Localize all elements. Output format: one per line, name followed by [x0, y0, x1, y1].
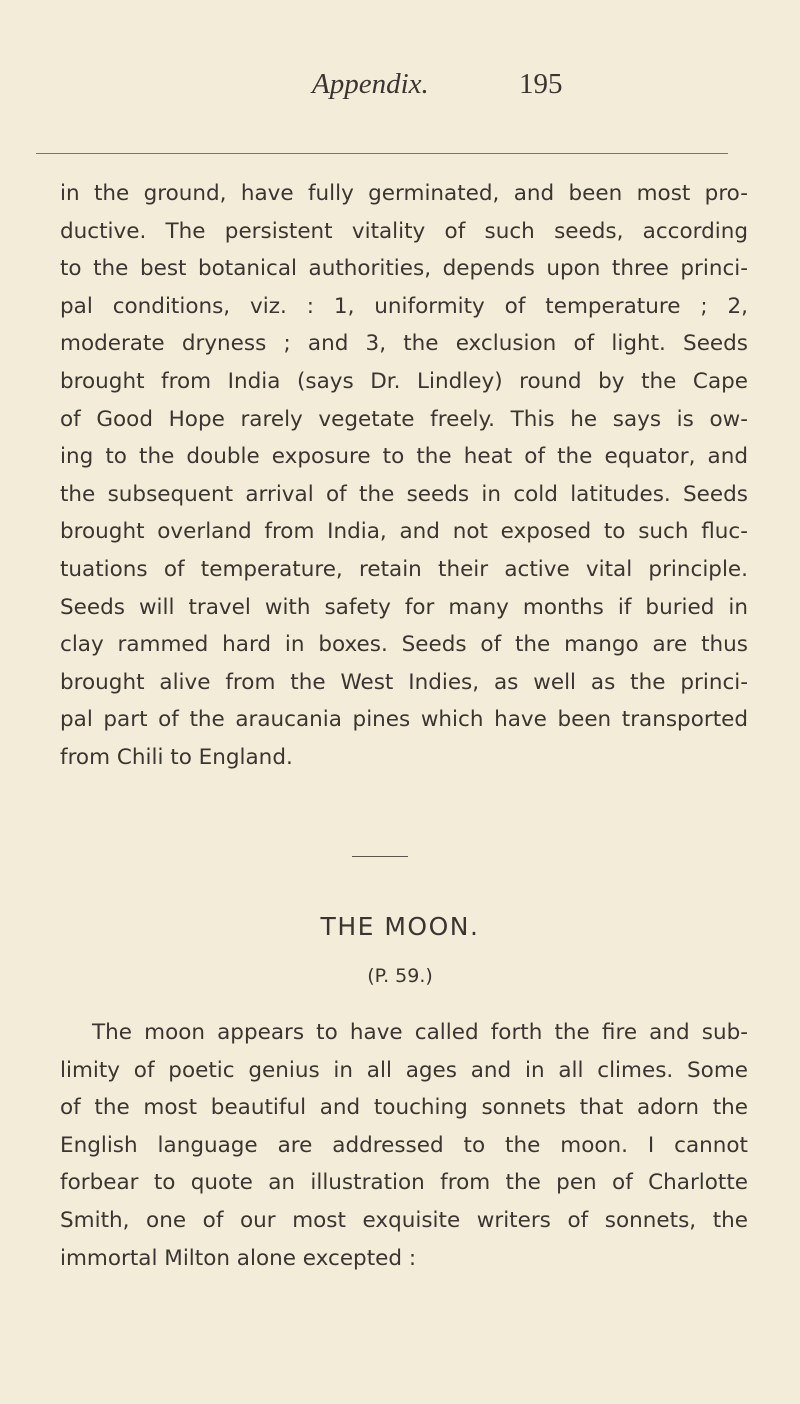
paragraph-seeds [60, 175, 748, 777]
text-line: immortal Milton alone excepted : [60, 1245, 417, 1271]
text-line: English language are addressed to the moon. I cannot [60, 1132, 748, 1158]
text-line: clay rammed hard in boxes. Seeds of the mango are thus [60, 632, 748, 658]
text-line: brought overland from India, and not exposed to such fluc- [60, 519, 748, 545]
text-line: limity of poetic genius in all ages and in all climes. Some [60, 1057, 748, 1083]
section-page-reference: (P. 59.) [367, 965, 433, 987]
paragraph-moon [60, 1014, 748, 1277]
text-line: the subsequent arrival of the seeds in cold latitudes. Seeds [60, 481, 748, 507]
text-line: brought from India (says Dr. Lindley) round by the Cape [60, 368, 748, 394]
text-line: ing to the double exposure to the heat of the equator, and [60, 444, 748, 470]
text-line: ductive. The persistent vitality of such seeds, according [60, 218, 748, 244]
text-line: The moon appears to have called forth the fire and sub- [92, 1020, 748, 1045]
text-line: Smith, one of our most exquisite writers of sonnets, the [60, 1207, 748, 1233]
text-line: of Good Hope rarely vegetate freely. This he says is ow- [60, 406, 748, 432]
text-line: pal part of the araucania pines which have been transported [60, 707, 748, 733]
text-line: to the best botanical authorities, depends upon three princi- [60, 256, 748, 282]
running-head [0, 60, 800, 110]
text-line: forbear to quote an illustration from the pen of Charlotte [60, 1170, 748, 1196]
text-line: of the most beautiful and touching sonnets that adorn the [60, 1095, 748, 1121]
header-rule [36, 153, 728, 154]
text-line: moderate dryness ; and 3, the exclusion of light. Seeds [60, 331, 748, 357]
text-line: tuations of temperature, retain their active vital principle. [60, 556, 748, 582]
running-title: Appendix. [312, 68, 429, 100]
section-divider [352, 856, 408, 857]
text-line: pal conditions, viz. : 1, uniformity of temperature ; 2, [60, 293, 748, 319]
text-line: Seeds will travel with safety for many months if buried in [60, 594, 748, 620]
section-heading: THE MOON. [320, 912, 480, 941]
text-line: from Chili to England. [60, 744, 293, 770]
page-number: 195 [519, 68, 563, 100]
text-line: in the ground, have fully germinated, and been most pro- [60, 181, 748, 206]
text-line: brought alive from the West Indies, as well as the princi- [60, 669, 748, 695]
